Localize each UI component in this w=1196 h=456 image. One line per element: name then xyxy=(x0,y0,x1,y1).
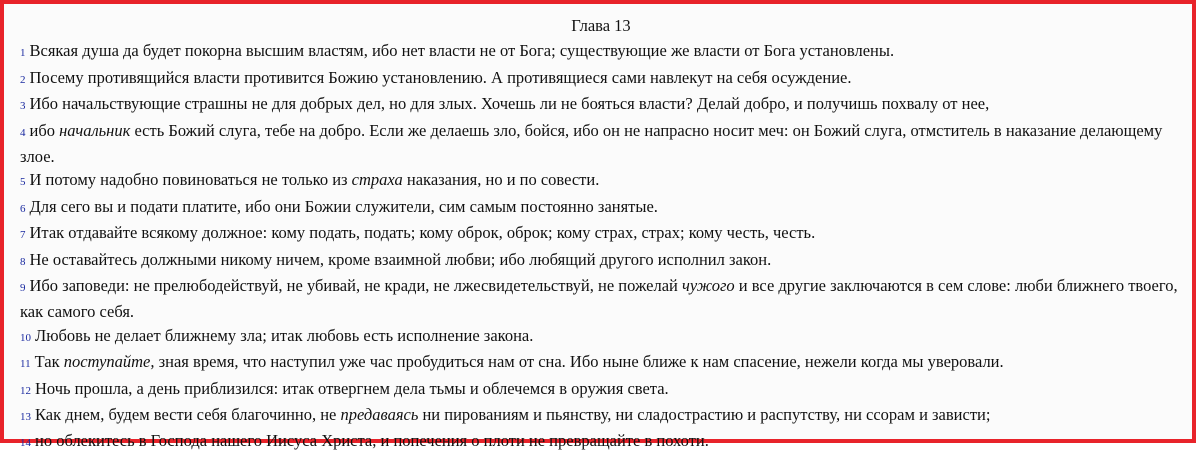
verse-text: Ночь прошла, а день приблизился: итак отвергнем дела тьмы и облечемся в оружия света. xyxy=(35,378,669,398)
verse-8 xyxy=(20,248,1182,274)
verse-text: Не оставайтесь должными никому ничем, кроме взаимной любви; ибо любящий другого исполнил закон. xyxy=(29,249,772,269)
italic-word: начальник xyxy=(59,120,131,140)
verse-text: Так xyxy=(34,352,64,372)
verse-text: Итак отдавайте всякому должное: кому подать, подать; кому оброк, оброк; кому страх, страх; кому честь, честь. xyxy=(29,223,816,243)
verse-text: и все другие заключаются в сем слове: люби ближнего твоего, как самого себя. xyxy=(20,276,1178,322)
verse-text: Любовь не делает ближнему зла; итак любовь есть исполнение закона. xyxy=(35,325,534,345)
italic-word: чужого xyxy=(681,276,735,296)
verse-text: Посему противящийся власти противится Божию установлению. А противящиеся сами навлекут на себя осуждение. xyxy=(29,67,852,87)
verse-9 xyxy=(20,274,1182,324)
verse-3 xyxy=(20,92,1182,118)
verse-text: но облекитесь в Господа нашего Иисуса Христа, и попечения о плоти не превращайте в похоти. xyxy=(35,431,709,451)
verse-number[interactable]: 5 xyxy=(20,176,26,189)
verse-number[interactable]: 13 xyxy=(20,411,31,424)
verse-text: Как днем, будем вести себя благочинно, не xyxy=(35,405,341,425)
verse-number[interactable]: 11 xyxy=(20,358,31,371)
verse-number[interactable]: 3 xyxy=(20,100,26,113)
verse-6 xyxy=(20,195,1182,221)
verse-number[interactable]: 12 xyxy=(20,384,31,397)
verse-number[interactable]: 10 xyxy=(20,331,31,344)
verse-4 xyxy=(20,119,1182,169)
verse-14 xyxy=(20,429,1182,455)
verse-number[interactable]: 6 xyxy=(20,202,26,215)
verse-number[interactable]: 4 xyxy=(20,126,26,139)
verse-text: наказания, но и по совести. xyxy=(402,170,600,190)
verse-text: есть Божий слуга, тебе на добро. Если же делаешь зло, бойся, ибо он не напрасно носит меч: он Божий слуга, отмститель в наказание делающему злое. xyxy=(20,120,1163,167)
verse-number[interactable]: 8 xyxy=(20,255,26,268)
verse-text: Всякая душа да будет покорна высшим властям, ибо нет власти не от Бога; существующие же власти от Бога установлены. xyxy=(29,41,895,61)
verse-5 xyxy=(20,168,1182,194)
italic-word: страха xyxy=(351,170,403,190)
chapter-title: Глава 13 xyxy=(571,16,631,35)
verse-text: Для сего вы и подати платите, ибо они Божии служители, сим самым постоянно занятые. xyxy=(29,196,658,216)
verse-12 xyxy=(20,377,1182,403)
verse-text: ни пированиям и пьянству, ни сладострастию и распутству, ни ссорам и зависти; xyxy=(418,405,991,425)
italic-word: поступайте, xyxy=(63,352,155,372)
verse-text: ибо xyxy=(29,120,60,140)
verse-11 xyxy=(20,350,1182,376)
verse-number[interactable]: 1 xyxy=(20,47,26,60)
verse-number[interactable]: 9 xyxy=(20,282,26,295)
verse-13 xyxy=(20,403,1182,429)
verse-number[interactable]: 14 xyxy=(20,437,31,450)
verse-text: И потому надобно повиноваться не только из xyxy=(29,170,352,190)
verse-number[interactable]: 2 xyxy=(20,73,26,86)
italic-word: предаваясь xyxy=(340,405,419,425)
chapter-content xyxy=(20,14,1182,456)
verse-10 xyxy=(20,324,1182,350)
verse-7 xyxy=(20,221,1182,247)
verse-text: Ибо заповеди: не прелюбодействуй, не убивай, не кради, не лжесвидетельствуй, не пожелай xyxy=(29,276,682,296)
verse-2 xyxy=(20,66,1182,92)
verse-1 xyxy=(20,39,1182,65)
verse-text: Ибо начальствующие страшны не для добрых дел, но для злых. Хочешь ли не бояться власти? Делай добро, и получишь похвалу от нее, xyxy=(29,94,990,114)
verse-number[interactable]: 7 xyxy=(20,229,26,242)
verse-text: зная время, что наступил уже час пробудиться нам от сна. Ибо ныне ближе к нам спасение, нежели когда мы уверовали. xyxy=(154,352,1004,372)
